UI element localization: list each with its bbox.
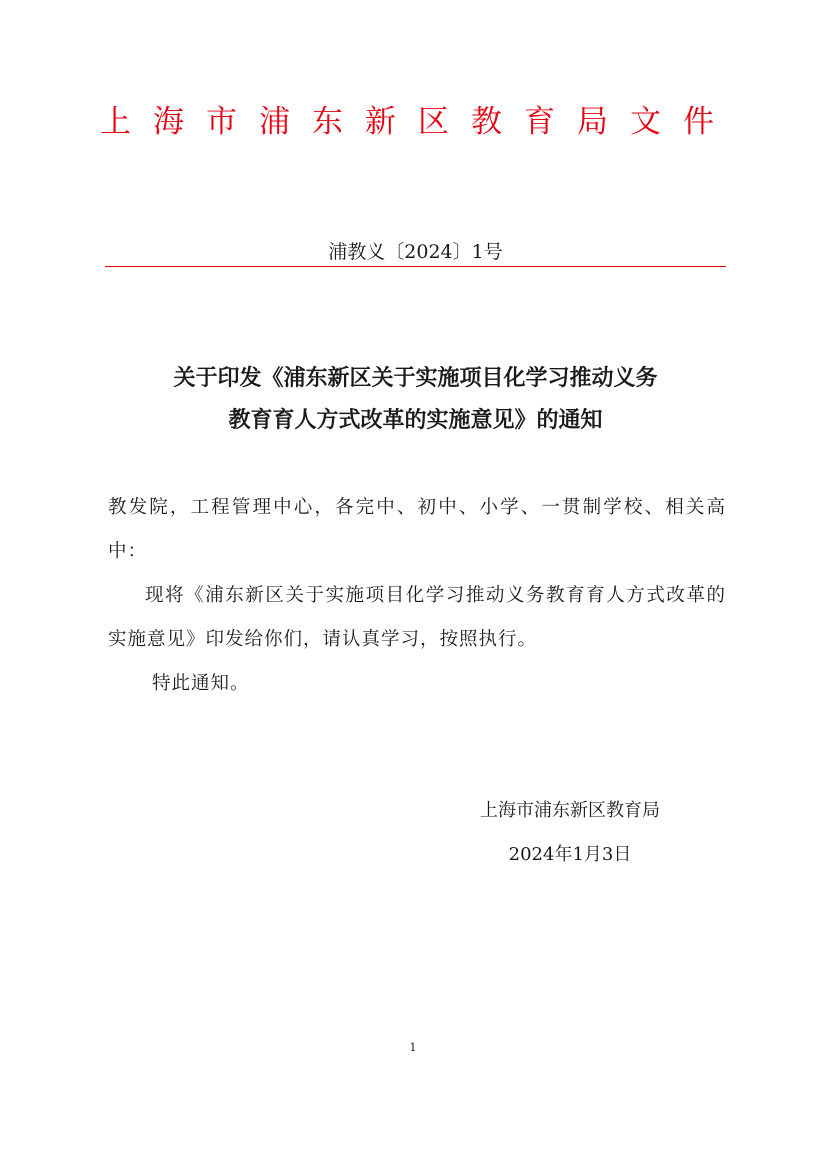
body-paragraph: 现将《浦东新区关于实施项目化学习推动义务教育育人方式改革的实施意见》印发给你们，请认真学习，按照执行。 xyxy=(108,585,726,650)
issuer-signature: 上海市浦东新区教育局 xyxy=(480,800,660,821)
addressee: 教发院，工程管理中心，各完中、初中、小学、一贯制学校、相关高中： xyxy=(108,497,726,562)
header-divider xyxy=(105,266,726,267)
closing-line: 特此通知。 xyxy=(152,673,250,694)
document-title-line-2: 教育育人方式改革的实施意见》的通知 xyxy=(228,408,603,433)
page-number: 1 xyxy=(409,1041,417,1054)
document-number: 浦教义〔2024〕1号 xyxy=(328,241,503,263)
issue-date: 2024年1月3日 xyxy=(508,844,632,865)
document-header: 上海市浦东新区教育局文件 xyxy=(100,104,736,140)
document-title xyxy=(105,358,726,442)
document-title-line-1: 关于印发《浦东新区关于实施项目化学习推动义务 xyxy=(173,366,658,391)
